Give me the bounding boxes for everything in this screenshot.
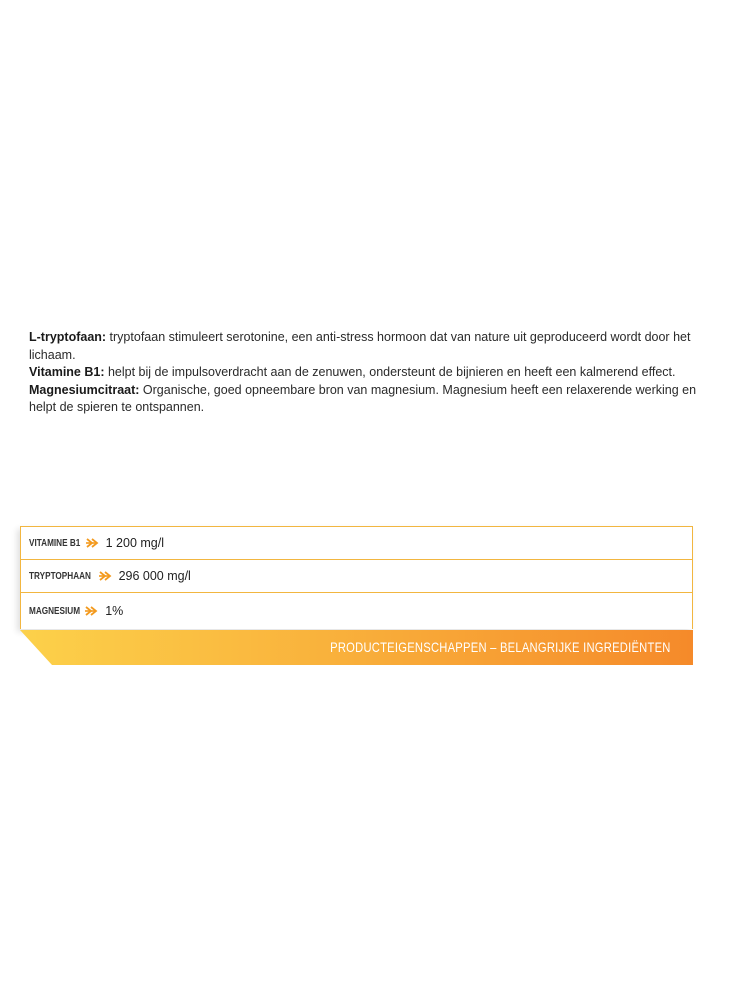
table-row <box>21 560 692 593</box>
double-chevron-right-icon <box>86 538 100 548</box>
description-paragraph-vitamine-b1 <box>29 364 709 382</box>
ingredients-table <box>20 526 693 629</box>
row-label-vitamine-b1: VITAMINE B1 <box>29 537 81 549</box>
row-value-magnesium: 1% <box>105 604 124 618</box>
description-paragraph-magnesiumcitraat <box>29 382 709 417</box>
text-vitamine-b1: helpt bij de impulsoverdracht aan de zenuwen, ondersteunt de bijnieren en heeft een kalmerend effect. <box>104 365 676 379</box>
row-value-tryptophaan: 296 000 mg/l <box>118 569 191 583</box>
double-chevron-right-icon <box>85 606 99 616</box>
description-paragraph-tryptofaan <box>29 329 709 364</box>
row-label-tryptophaan: TRYPTOPHAAN <box>29 570 91 582</box>
text-magnesiumcitraat: Organische, goed opneembare bron van magnesium. Magnesium heeft een relaxerende werking en helpt de spieren te ontspannen. <box>29 382 697 414</box>
product-properties-banner <box>20 630 693 665</box>
row-label-magnesium: MAGNESIUM <box>29 605 81 617</box>
text-tryptofaan: tryptofaan stimuleert serotonine, een anti-stress hormoon dat van nature uit geproduceerd wordt door het lichaam. <box>29 330 691 362</box>
term-magnesiumcitraat: Magnesiumcitraat: <box>29 382 140 397</box>
term-tryptofaan: L-tryptofaan: <box>29 330 107 344</box>
table-row <box>21 593 692 629</box>
row-value-vitamine-b1: 1 200 mg/l <box>105 536 164 550</box>
table-row <box>21 527 692 560</box>
banner-title: PRODUCTEIGENSCHAPPEN – BELANGRIJKE INGREDIËNTEN <box>330 639 671 655</box>
term-vitamine-b1: Vitamine B1: <box>29 365 105 379</box>
product-properties-card <box>20 526 693 665</box>
ingredients-description <box>29 329 709 417</box>
double-chevron-right-icon <box>99 571 113 581</box>
